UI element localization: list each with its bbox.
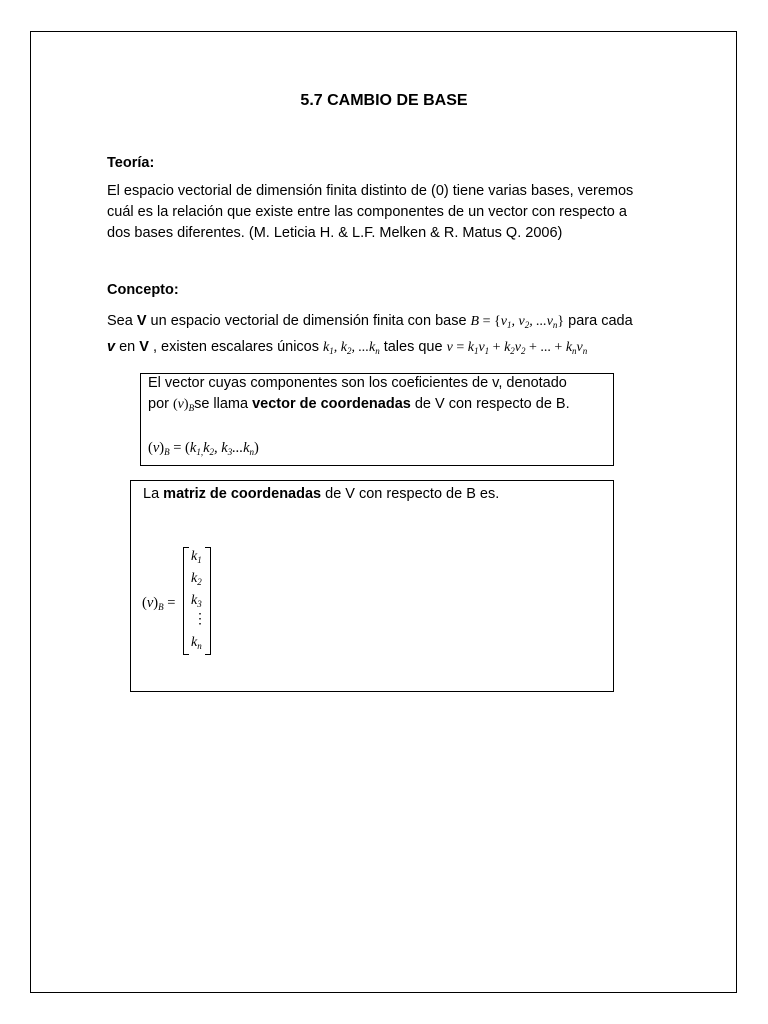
matrix-entry-k1: $k_1$: [191, 549, 202, 565]
left-bracket: [183, 547, 189, 655]
coordinate-vector-formula: $(v)_B = (k_{1,}k_2$, $k_3...k_n$): [148, 440, 259, 457]
teoria-heading: Teoría:: [107, 155, 155, 171]
text: por: [148, 396, 173, 412]
concepto-line-2: [107, 339, 587, 356]
text: de V con respecto de B.: [410, 396, 570, 412]
box1-line-1: El vector cuyas componentes son los coeficientes de v, denotado: [148, 375, 567, 391]
linear-combination-formula: $v = k_1v_1 + k_2v_2$ + ... + $k_nv_n$: [446, 340, 588, 356]
concepto-heading: Concepto:: [107, 282, 179, 298]
text: Sea: [107, 313, 137, 329]
box1-line-2: [148, 396, 570, 413]
text: en: [115, 339, 140, 355]
teoria-line-2: cuál es la relación que existe entre las componentes de un vector con respecto a: [107, 204, 627, 220]
text: para cada: [564, 313, 633, 329]
page-title: 5.7 CAMBIO DE BASE: [300, 92, 468, 109]
text: , existen escalares únicos: [148, 339, 324, 355]
symbol-V: V: [136, 313, 147, 329]
text: de V con respecto de B es.: [321, 486, 500, 502]
scalars-formula: $k_1$, $k_2$, $...k_n$: [323, 340, 380, 356]
coordinate-matrix-box: [130, 480, 614, 692]
teoria-line-1: El espacio vectorial de dimensión finita distinto de (0) tiene varias bases, veremos: [107, 183, 634, 199]
concepto-line-1: [107, 313, 633, 330]
matrix-vdots: ⋮: [193, 612, 207, 627]
coordinate-matrix: [183, 547, 211, 657]
text: tales que: [379, 339, 447, 355]
matrix-entry-kn: $k_n$: [191, 635, 202, 651]
vector-de-coordenadas-term: vector de coordenadas: [252, 396, 411, 412]
base-formula: $B = \{v_1$, $v_2$, $...v_n$}: [470, 314, 565, 330]
symbol-v: v: [107, 339, 116, 355]
text: se llama: [194, 396, 253, 412]
text: La: [143, 486, 164, 502]
teoria-line-3: dos bases diferentes. (M. Leticia H. & L.F. Melken & R. Matus Q. 2006): [107, 225, 563, 241]
right-bracket: [205, 547, 211, 655]
symbol-V: V: [139, 339, 149, 355]
matrix-entry-k3: $k_3$: [191, 593, 202, 609]
box2-line-1: [143, 486, 499, 502]
coord-symbol: $(v)_B$: [173, 397, 195, 413]
matrix-entry-k2: $k_2$: [191, 571, 202, 587]
coordinate-vector-box: [140, 373, 614, 466]
matriz-de-coordenadas-term: matriz de coordenadas: [163, 486, 322, 502]
text: un espacio vectorial de dimensión finita con base: [146, 313, 471, 329]
matrix-lhs: $(v)_B$ =: [142, 595, 176, 612]
teoria-paragraph: [107, 181, 663, 244]
